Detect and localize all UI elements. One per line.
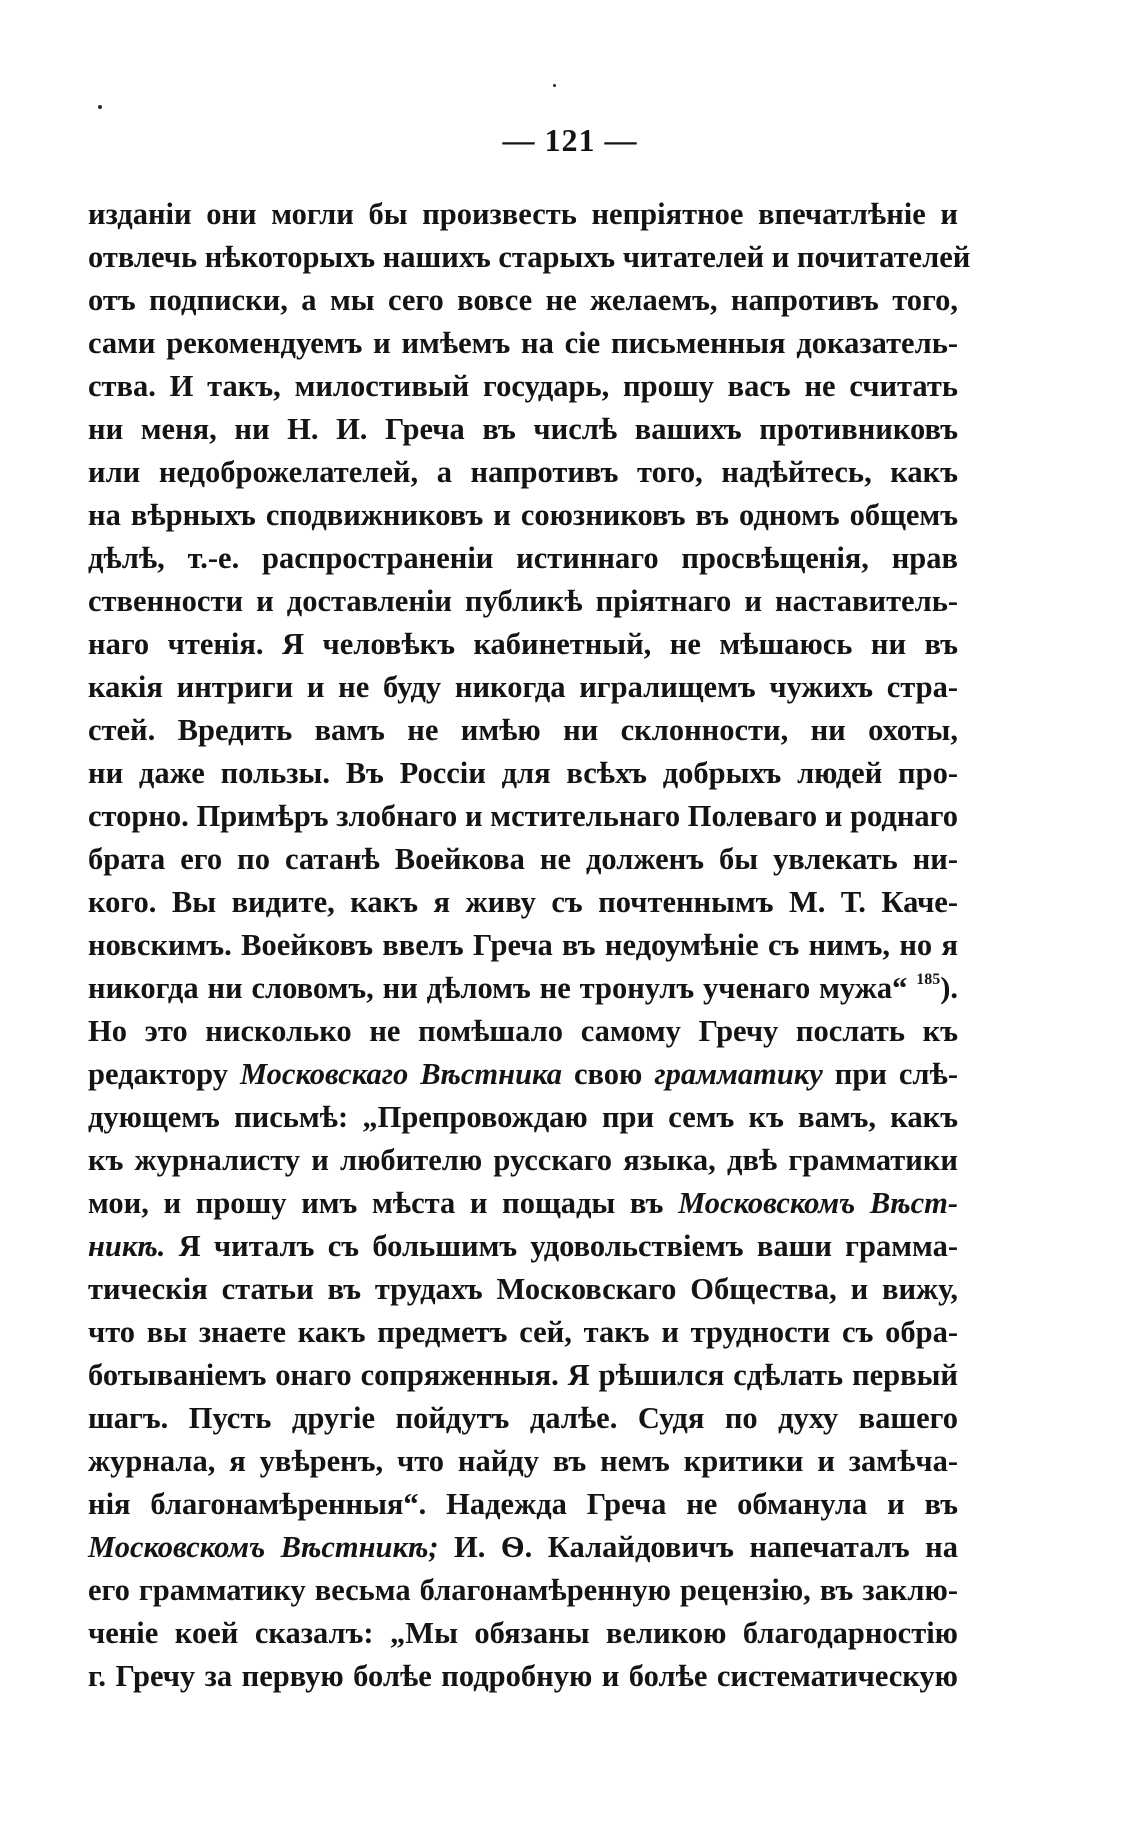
text-line: ботываніемъ онаго сопряженныя. Я рѣшился сдѣлать первый	[88, 1358, 958, 1392]
text-line-mixed	[88, 1182, 958, 1225]
text-segment: мои, и прошу имъ мѣста и пощады въ	[88, 1186, 664, 1220]
text-line: къ журналисту и любителю русскаго языка, двѣ грамматики	[88, 1143, 958, 1177]
text-line-mixed	[88, 1053, 958, 1096]
body-text	[88, 193, 971, 1698]
text-line: брата его по сатанѣ Воейкова не долженъ бы увлекать ни-	[88, 842, 958, 876]
text-line: его грамматику весьма благонамѣренную рецензію, въ заклю-	[88, 1573, 958, 1607]
text-line: дѣлѣ, т.-е. распространеніи истиннаго просвѣщенія, нрав	[88, 541, 958, 575]
italic-title: никѣ.	[88, 1229, 166, 1263]
text-segment: свою	[573, 1057, 643, 1091]
scan-speck	[553, 84, 556, 87]
text-line: или недоброжелателей, а напротивъ того, надѣйтесь, какъ	[88, 455, 958, 489]
text-segment: при слѣ-	[834, 1057, 958, 1091]
footnote-close: ).	[940, 971, 959, 1005]
text-line-mixed	[88, 1225, 958, 1268]
text-line: изданіи они могли бы произвесть непріятное впечатлѣніе и	[88, 197, 958, 231]
italic-title: Московскомъ Вѣст-	[678, 1186, 958, 1220]
text-line: ства. И такъ, милостивый государь, прошу васъ не считать	[88, 369, 958, 403]
italic-title: Московскомъ Вѣстникѣ;	[88, 1530, 439, 1564]
text-line: отвлечь нѣкоторыхъ нашихъ старыхъ читателей и почитателей	[88, 240, 971, 274]
text-line: кого. Вы видите, какъ я живу съ почтеннымъ М. Т. Каче-	[88, 885, 958, 919]
text-line: тическія статьи въ трудахъ Московскаго Общества, и вижу,	[88, 1272, 958, 1306]
scan-speck	[98, 105, 102, 109]
text-line: шагъ. Пусть другіе пойдутъ далѣе. Судя по духу вашего	[88, 1401, 958, 1435]
text-segment: И. Ѳ. Калайдовичъ напечаталъ на	[454, 1530, 959, 1564]
text-line: ни даже пользы. Въ Россіи для всѣхъ добрыхъ людей про-	[88, 756, 958, 790]
page-number: — 121 —	[502, 122, 638, 158]
text-line: ни меня, ни Н. И. Греча въ числѣ вашихъ противниковъ	[88, 412, 958, 446]
text-line: сторно. Примѣръ злобнаго и мстительнаго Полеваго и роднаго	[88, 799, 958, 833]
text-segment: никогда ни словомъ, ни дѣломъ не тронулъ ученаго мужа“	[88, 971, 908, 1005]
text-line: ственности и доставленіи публикѣ пріятнаго и наставитель-	[88, 584, 958, 618]
italic-title: грамматику	[654, 1057, 823, 1091]
text-line: г. Гречу за первую болѣе подробную и болѣе систематическую	[88, 1659, 958, 1693]
text-line: сами рекомендуемъ и имѣемъ на сіе письменныя доказатель-	[88, 326, 958, 360]
text-line: ченіе коей сказалъ: „Мы обязаны великою благодарностію	[88, 1616, 958, 1650]
text-line: наго чтенія. Я человѣкъ кабинетный, не мѣшаюсь ни въ	[88, 627, 958, 661]
text-line: дующемъ письмѣ: „Препровождаю при семъ къ вамъ, какъ	[88, 1100, 958, 1134]
text-line-mixed	[88, 1526, 958, 1569]
text-line: Но это нисколько не помѣшало самому Гречу послать къ	[88, 1014, 958, 1048]
text-segment: редактору	[88, 1057, 228, 1091]
text-line: что вы знаете какъ предметъ сей, такъ и трудности съ обра-	[88, 1315, 958, 1349]
text-line: нія благонамѣренныя“. Надежда Греча не обманула и въ	[88, 1487, 958, 1521]
text-line: журнала, я увѣренъ, что найду въ немъ критики и замѣча-	[88, 1444, 958, 1478]
text-line: отъ подписки, а мы сего вовсе не желаемъ, напротивъ того,	[88, 283, 958, 317]
text-line: какія интриги и не буду никогда игралищемъ чужихъ стра-	[88, 670, 958, 704]
text-line-with-footnote	[88, 967, 958, 1010]
italic-title: Московскаго Вѣстника	[239, 1057, 562, 1091]
text-line: новскимъ. Воейковъ ввелъ Греча въ недоумѣніе съ нимъ, но я	[88, 928, 958, 962]
text-segment: Я читалъ съ большимъ удовольствіемъ ваши грамма-	[178, 1229, 958, 1263]
text-line: на вѣрныхъ сподвижниковъ и союзниковъ въ одномъ общемъ	[88, 498, 958, 532]
footnote-reference: 185	[916, 971, 941, 988]
text-line: стей. Вредить вамъ не имѣю ни склонности, ни охоты,	[88, 713, 958, 747]
